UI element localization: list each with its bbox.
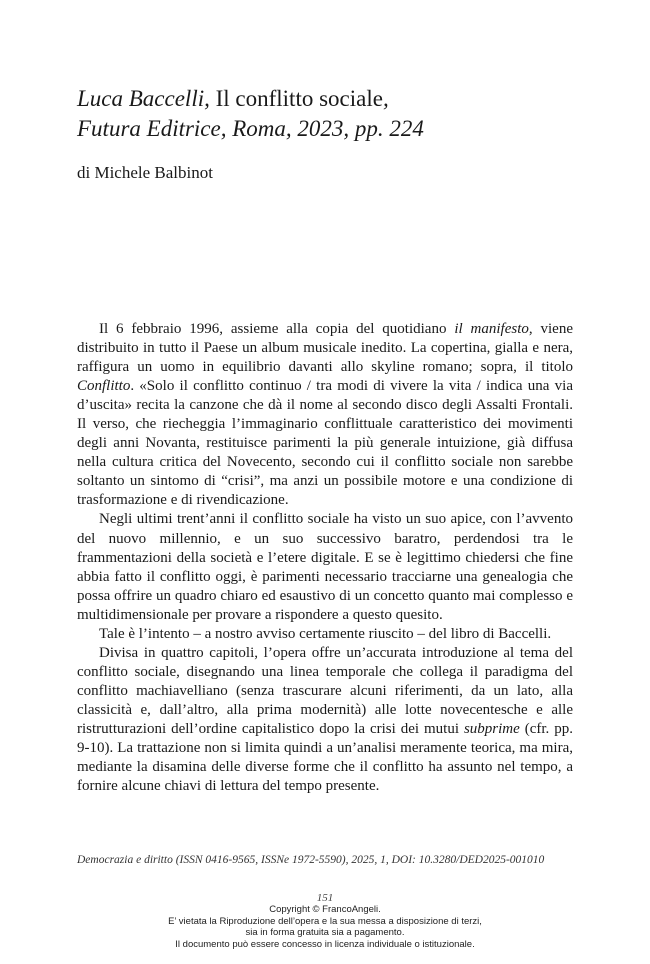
text-run: (cfr. pp. 9-10). La trattazione non si limita quindi a un’analisi meramente teorica, ma mira, mediante la disamina delle diverse forme che il conflitto ha assunto nel tempo, a fornire alcune chiavi di lettura del tempo presente. [77, 720, 573, 795]
paragraph [77, 510, 573, 624]
reviewer-byline: di Michele Balbinot [77, 163, 213, 182]
paragraph [77, 625, 573, 644]
italic-album-title: Conflitto [77, 378, 131, 395]
title-line-1 [77, 84, 597, 114]
book-author: Luca Baccelli, [77, 86, 210, 111]
copyright-line: Il documento può essere concesso in licenza individuale o istituzionale. [175, 938, 475, 950]
text-run: Divisa in quattro capitoli, l’opera offre un’accurata introduzione al tema del conflitto sociale, disegnando una linea temporale che collega il paradigma del conflitto machiavelliano (senza trascurare alcuni riferimenti, da un lato, alla classicità e, dall’altro, alla prima modernità) alle lotte novecentesche e alle ristrutturazioni dell’ordine capitalistico dopo la crisi dei mutui [77, 644, 573, 737]
paragraph [77, 644, 573, 796]
page-number: 151 [316, 892, 334, 904]
copyright-line: E’ vietata la Riproduzione dell’opera e la sua messa a disposizione di terzi, [168, 915, 482, 927]
book-title: Il conflitto sociale [215, 86, 383, 111]
text-run: Negli ultimi trent’anni il conflitto sociale ha visto un suo apice, con l’avvento del nuovo millennio, e un suo successivo baratro, perdendosi tra le frammentazioni della società e l’etere digitale. E se è legittimo chiedersi che fine abbia fatto il conflitto oggi, è parimenti necessario tracciarne una genealogia che possa offrire un quadro chiaro ed esaustivo di un concetto quanto mai complesso e multidimensionale per provare a rispondere a questo quesito. [77, 511, 573, 623]
text-run: Il 6 febbraio 1996, assieme alla copia del quotidiano [99, 321, 455, 337]
italic-term: subprime [463, 720, 520, 737]
publisher-line: Futura Editrice, Roma, 2023, pp. 224 [77, 116, 424, 141]
text-run: Tale è l’intento – a nostro avviso certamente riuscito – del libro di Baccelli. [99, 625, 552, 642]
review-body [77, 320, 573, 796]
title-line-2 [77, 114, 597, 144]
text-run: . «Solo il conflitto continuo / tra modi di vivere la vita / indica una via d’uscita» recita la canzone che dà il nome al secondo disco degli Assalti Frontali. Il verso, che riecheggia l’immaginario conflittuale caratteristico dei movimenti degli anni Novanta, restituisce parimenti la più generale intuizione, già diffusa nella cultura critica del Novecento, secondo cui il conflitto sociale non sarebbe soltanto un sintomo di “crisi”, ma anzi un possibile motore e una condizione di trasformazione e di rivendicazione. [77, 378, 573, 509]
italic-newspaper-name: il manifesto [454, 321, 529, 337]
paragraph [77, 320, 573, 510]
copyright-line: sia in forma gratuita sia a pagamento. [245, 927, 405, 938]
journal-reference: Democrazia e diritto (ISSN 0416-9565, ISSNe 1972-5590), 2025, 1, DOI: 10.3280/DED2025-001010 [77, 854, 545, 866]
article-title [77, 84, 597, 144]
copyright-line: Copyright © FrancoAngeli. [269, 904, 381, 915]
title-comma: , [382, 86, 389, 111]
copyright-notice [0, 904, 650, 950]
text-run: , viene distribuito in tutto il Paese un album musicale inedito. La copertina, gialla e nera, raffigura un uomo in equilibrio davanti allo skyline romano; sopra, il titolo [77, 321, 573, 376]
